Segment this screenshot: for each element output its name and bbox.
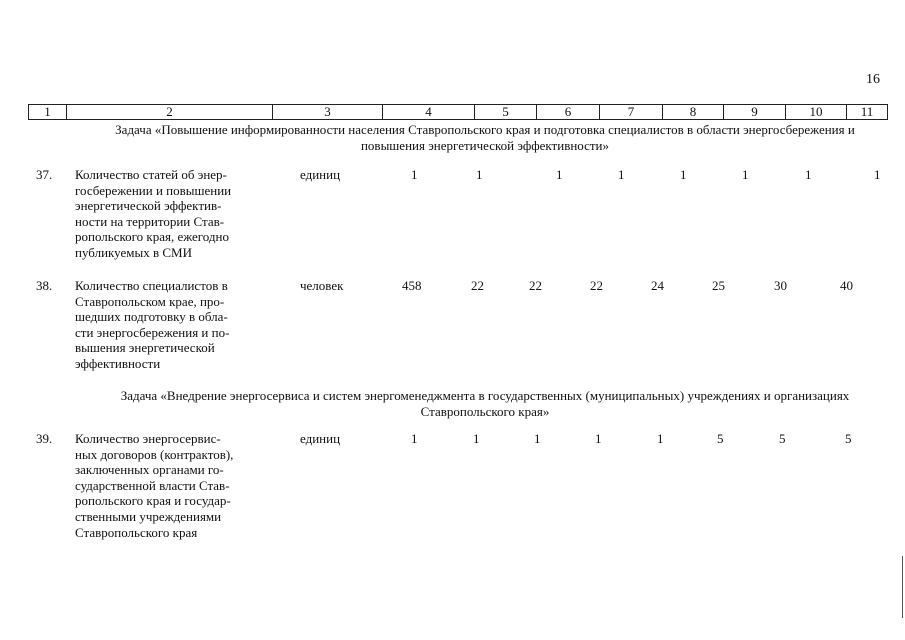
row-value: 1 (618, 167, 625, 182)
name-line: ропольского края и государ- (75, 493, 231, 509)
name-line: Количество статей об энер- (75, 167, 227, 182)
header-cell-1: 1 (29, 105, 67, 119)
row-value: 22 (471, 278, 484, 293)
header-cell-8: 8 (663, 105, 724, 119)
row-value: 1 (874, 167, 881, 182)
name-line: публикуемых в СМИ (75, 244, 192, 260)
name-line: Ставропольского края (75, 524, 198, 540)
row-value: 1 (657, 431, 664, 446)
name-line: Количество энергосервис- (75, 431, 221, 446)
row-value: 40 (840, 278, 853, 293)
row-value: 1 (534, 431, 541, 446)
row-value: 22 (529, 278, 542, 293)
row-unit: человек (300, 278, 344, 293)
row-value: 24 (651, 278, 664, 293)
row-value: 5 (845, 431, 852, 446)
name-line: ных договоров (контрактов), (75, 446, 234, 462)
table-header-row (28, 104, 888, 120)
name-line: ности на территории Став- (75, 213, 225, 229)
header-cell-7: 7 (600, 105, 663, 119)
name-line: Количество специалистов в (75, 278, 228, 293)
row-value: 1 (680, 167, 687, 182)
row-value: 458 (402, 278, 422, 293)
name-line: сударственной власти Став- (75, 477, 230, 493)
header-cell-5: 5 (475, 105, 537, 119)
header-cell-3: 3 (273, 105, 383, 119)
name-line: эффективности (75, 355, 161, 371)
row-indicator-name (75, 278, 267, 372)
row-value: 5 (779, 431, 786, 446)
header-cell-10: 10 (786, 105, 847, 119)
row-value: 1 (595, 431, 602, 446)
name-line: шедших подготовку в обла- (75, 309, 228, 325)
row-value: 1 (411, 167, 418, 182)
row-value: 1 (411, 431, 418, 446)
name-line: госбережении и повышении (75, 182, 232, 198)
row-number: 37. (36, 167, 53, 182)
scan-edge-line (902, 556, 903, 618)
row-indicator-name (75, 431, 267, 540)
name-line: ственными учреждениями (75, 508, 222, 524)
row-value: 1 (742, 167, 749, 182)
row-value: 25 (712, 278, 725, 293)
row-value: 5 (717, 431, 724, 446)
header-cell-6: 6 (537, 105, 600, 119)
row-unit: единиц (300, 167, 341, 182)
task-heading-1: Задача «Повышение информированности населения Ставропольского края и подготовка специалистов в области энергосбережения и повышения энергетической эффективности» (115, 122, 855, 153)
row-unit: единиц (300, 431, 341, 446)
page-number: 16 (866, 72, 880, 87)
name-line: вышения энергетической (75, 340, 215, 356)
row-value: 1 (805, 167, 812, 182)
row-value: 1 (476, 167, 483, 182)
header-cell-9: 9 (724, 105, 786, 119)
row-number: 39. (36, 431, 53, 446)
row-value: 22 (590, 278, 603, 293)
row-value: 1 (473, 431, 480, 446)
header-cell-2: 2 (67, 105, 273, 119)
name-line: энергетической эффектив- (75, 198, 222, 214)
header-cell-4: 4 (383, 105, 475, 119)
name-line: ропольского края, ежегодно (75, 229, 230, 245)
name-line: сти энергосбережения и по- (75, 324, 230, 340)
name-line: Ставропольском крае, про- (75, 293, 225, 309)
row-indicator-name (75, 167, 267, 261)
row-value: 30 (774, 278, 787, 293)
row-value: 1 (556, 167, 563, 182)
name-line: заключенных органами го- (75, 462, 224, 478)
header-cell-11: 11 (860, 104, 874, 119)
row-number: 38. (36, 278, 53, 293)
task-heading-2: Задача «Внедрение энергосервиса и систем энергоменеджмента в государственных (муниципальных) учреждениях и организациях Ставропольского края» (120, 388, 850, 419)
